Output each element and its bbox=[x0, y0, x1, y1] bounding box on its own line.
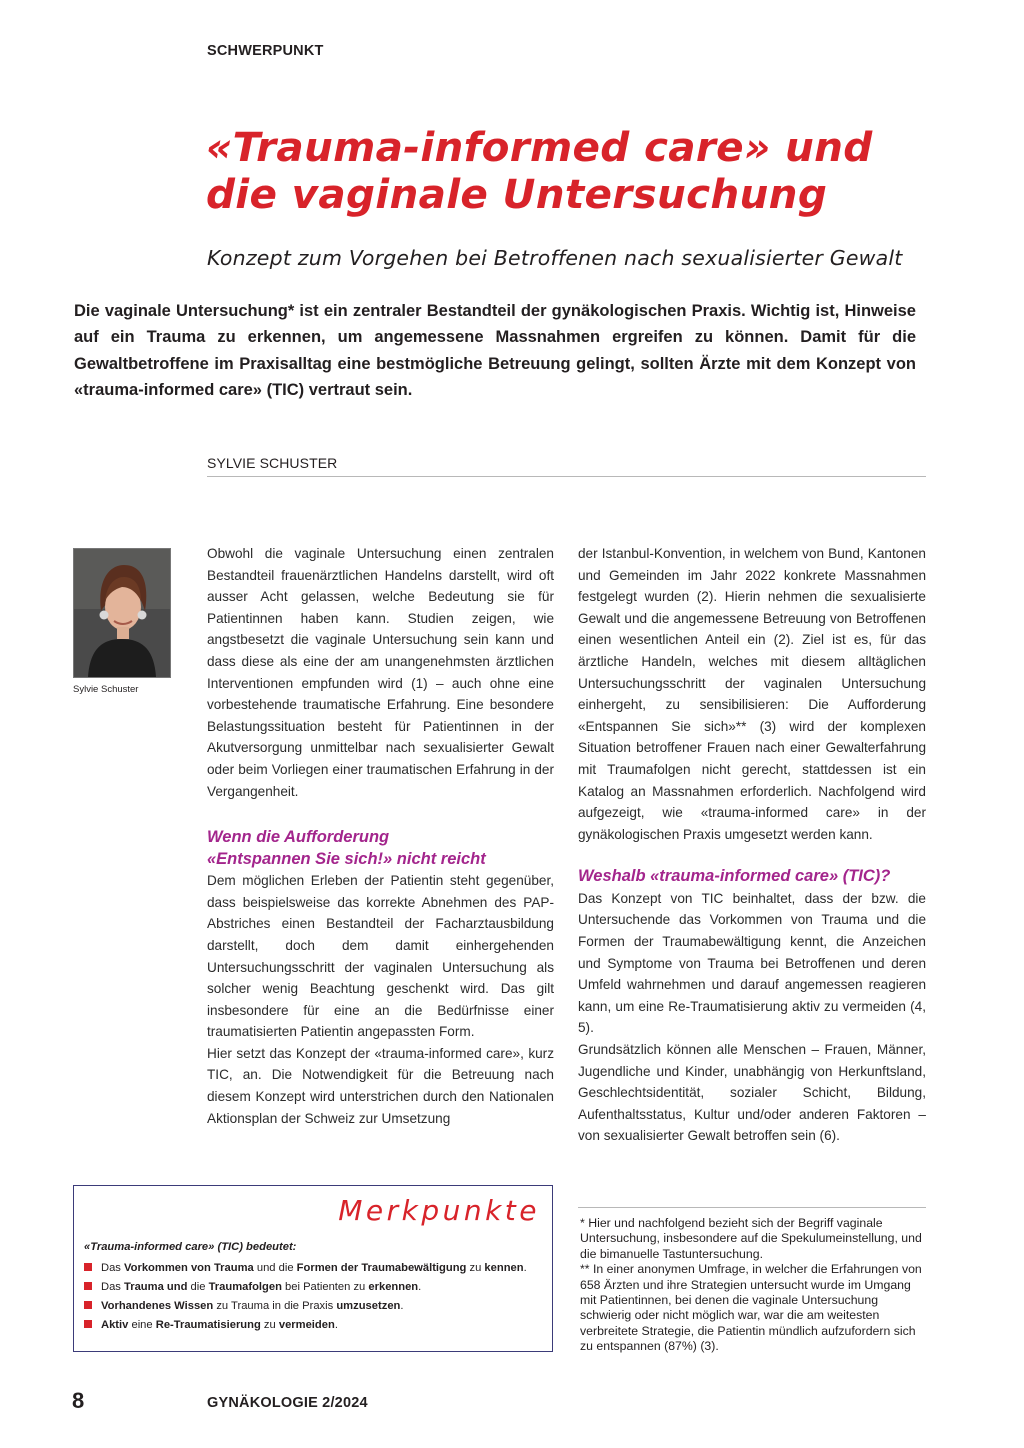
merkpunkte-box bbox=[73, 1185, 553, 1352]
square-bullet-icon bbox=[84, 1282, 92, 1290]
page-number: 8 bbox=[72, 1388, 85, 1413]
paragraph: Obwohl die vaginale Untersuchung einen zentralen Bestandteil frauenärztlichen Handelns darstellt, wird oft ausser Acht gelassen, welche Bedeutung sie für Patientinnen haben kann. Studien zeigen, wie angstbesetzt die vaginale Untersuchung sein kann und dass diese als eine der am unangenehmsten ärztlichen Interventionen empfunden wird (1) – auch ohne eine vorbestehende traumatische Erfahrung. Eine besondere Belastungssituation besteht für Patientinnen in der Akutversorgung unmittelbar nach sexualisierter Gewalt oder beim Vorliegen einer traumatischen Erfahrung in der Vergangenheit. bbox=[207, 546, 554, 799]
footnote: ** In einer anonymen Umfrage, in welcher die Erfahrungen von 658 Ärzten und ihre Strategien untersucht wurde im Umgang mit Patientinnen, bei denen die vaginale Untersuchung schwierig oder nicht möglich war, war die am weitesten verbreitete Strategie, die Patientin mündlich aufzufordern sich zu entspannen (87%) (3). bbox=[580, 1262, 922, 1354]
paragraph: der Istanbul-Konvention, in welchem von Bund, Kantonen und Gemeinden im Jahr 2022 konkrete Massnahmen festgelegt wurden (2). Hierin nehmen die sexualisierte Gewalt und die angemessene Betreuung von Betroffenen einen wesentlichen Anteil ein (2). Ziel ist es, für das ärztliche Handeln, welches mit diesem alltäglichen Untersuchungsschritt der vaginalen Untersuchung einhergeht, zu sensibilisieren: Die Aufforderung «Entspannen Sie sich»** (3) wird der komplexen Situation betroffener Frauen nach einer Gewalterfahrung mit Traumafolgen nicht gerecht, stattdessen ist ein Katalog an Massnahmen erforderlich. Nachfolgend wird aufgezeigt, wie «trauma-informed care» in der gynäkologischen Praxis umgesetzt werden kann. bbox=[578, 546, 926, 842]
paragraph: Hier setzt das Konzept der «trauma-informed care», kurz TIC, an. Die Notwendigkeit für die Betreuung nach diesem Konzept wird unterstrichen durch den Nationalen Aktionsplan der Schweiz zur Umsetzung bbox=[207, 1045, 554, 1126]
square-bullet-icon bbox=[84, 1320, 92, 1328]
merkpunkte-item: Das Vorkommen von Trauma und die Formen der Traumabewältigung zu kennen. bbox=[84, 1259, 527, 1278]
footnote-divider bbox=[578, 1207, 926, 1208]
article-title: «Trauma-informed care» und die vaginale Untersuchung bbox=[206, 123, 873, 218]
section-heading-line: «Entspannen Sie sich!» nicht reicht bbox=[207, 849, 486, 868]
merkpunkte-item: Aktiv eine Re-Traumatisierung zu vermeiden. bbox=[84, 1316, 527, 1335]
section-heading: Weshalb «trauma-informed care» (TIC)? bbox=[578, 867, 891, 886]
paragraph: Dem möglichen Erleben der Patientin steht gegenüber, dass beispielsweise das korrekte Abnehmen des PAP-Abstriches einen Bestandteil der Facharztausbildung darstellt, doch dem damit einhergehenden Untersuchungsschritt der vaginalen Untersuchung als solcher wenig Beachtung geschenkt wird. Das gilt insbesondere für eine an die Bedürfnisse einer traumatisierten Patientin angepassten Form. bbox=[207, 873, 554, 1040]
paragraph: Grundsätzlich können alle Menschen – Frauen, Männer, Jugendliche und Kinder, unabhängig von Herkunftsland, Geschlechtsidentität, sozialer Schicht, Bildung, Aufenthaltsstatus, Kultur und/oder anderen Faktoren – von sexualisierter Gewalt betroffen sein (6). bbox=[578, 1041, 926, 1144]
author-divider bbox=[207, 476, 926, 477]
paragraph: Das Konzept von TIC beinhaltet, dass der bzw. die Untersuchende das Vorkommen von Trauma und die Formen der Traumabewältigung kennt, die Anzeichen und Symptome von Trauma bei Betroffenen und deren Umfeld wahrnehmen und darauf angemessen reagieren kann, um eine Re-Traumatisierung aktiv zu vermeiden (4, 5). bbox=[578, 890, 926, 1036]
merkpunkte-title: Merkpunkte bbox=[338, 1194, 540, 1227]
section-heading bbox=[207, 827, 554, 870]
journal-issue: GYNÄKOLOGIE 2/2024 bbox=[207, 1395, 368, 1411]
merkpunkte-intro: «Trauma-informed care» (TIC) bedeutet: bbox=[84, 1241, 297, 1253]
author-portrait-image bbox=[74, 549, 170, 677]
square-bullet-icon bbox=[84, 1263, 92, 1271]
section-rubric: SCHWERPUNKT bbox=[207, 43, 324, 59]
footnotes bbox=[580, 1216, 926, 1355]
square-bullet-icon bbox=[84, 1301, 92, 1309]
body-column-left bbox=[207, 543, 554, 1129]
footnote: * Hier und nachfolgend bezieht sich der Begriff vaginale Untersuchung, insbesondere auf die Spekulumeinstellung, und die bimanuelle Tastuntersuchung. bbox=[580, 1216, 922, 1261]
merkpunkte-item: Vorhandenes Wissen zu Trauma in die Praxis umzusetzen. bbox=[84, 1297, 527, 1316]
article-subtitle: Konzept zum Vorgehen bei Betroffenen nach sexualisierter Gewalt bbox=[207, 246, 903, 270]
merkpunkte-item: Das Trauma und die Traumafolgen bei Patienten zu erkennen. bbox=[84, 1278, 527, 1297]
article-lead: Die vaginale Untersuchung* ist ein zentraler Bestandteil der gynäkologischen Praxis. Wichtig ist, Hinweise auf ein Trauma zu erkennen, um angemessene Massnahmen ergreifen zu können. Damit für die Gewaltbetroffene im Praxisalltag eine bestmögliche Betreuung gelingt, sollten Ärzte mit dem Konzept von «trauma-informed care» (TIC) vertraut sein. bbox=[74, 302, 916, 399]
body-column-right bbox=[578, 543, 926, 1147]
author-photo bbox=[73, 548, 171, 678]
photo-caption: Sylvie Schuster bbox=[73, 684, 139, 695]
author-name: SYLVIE SCHUSTER bbox=[207, 455, 338, 471]
section-heading-line: Wenn die Aufforderung bbox=[207, 828, 390, 847]
merkpunkte-list bbox=[84, 1259, 527, 1335]
